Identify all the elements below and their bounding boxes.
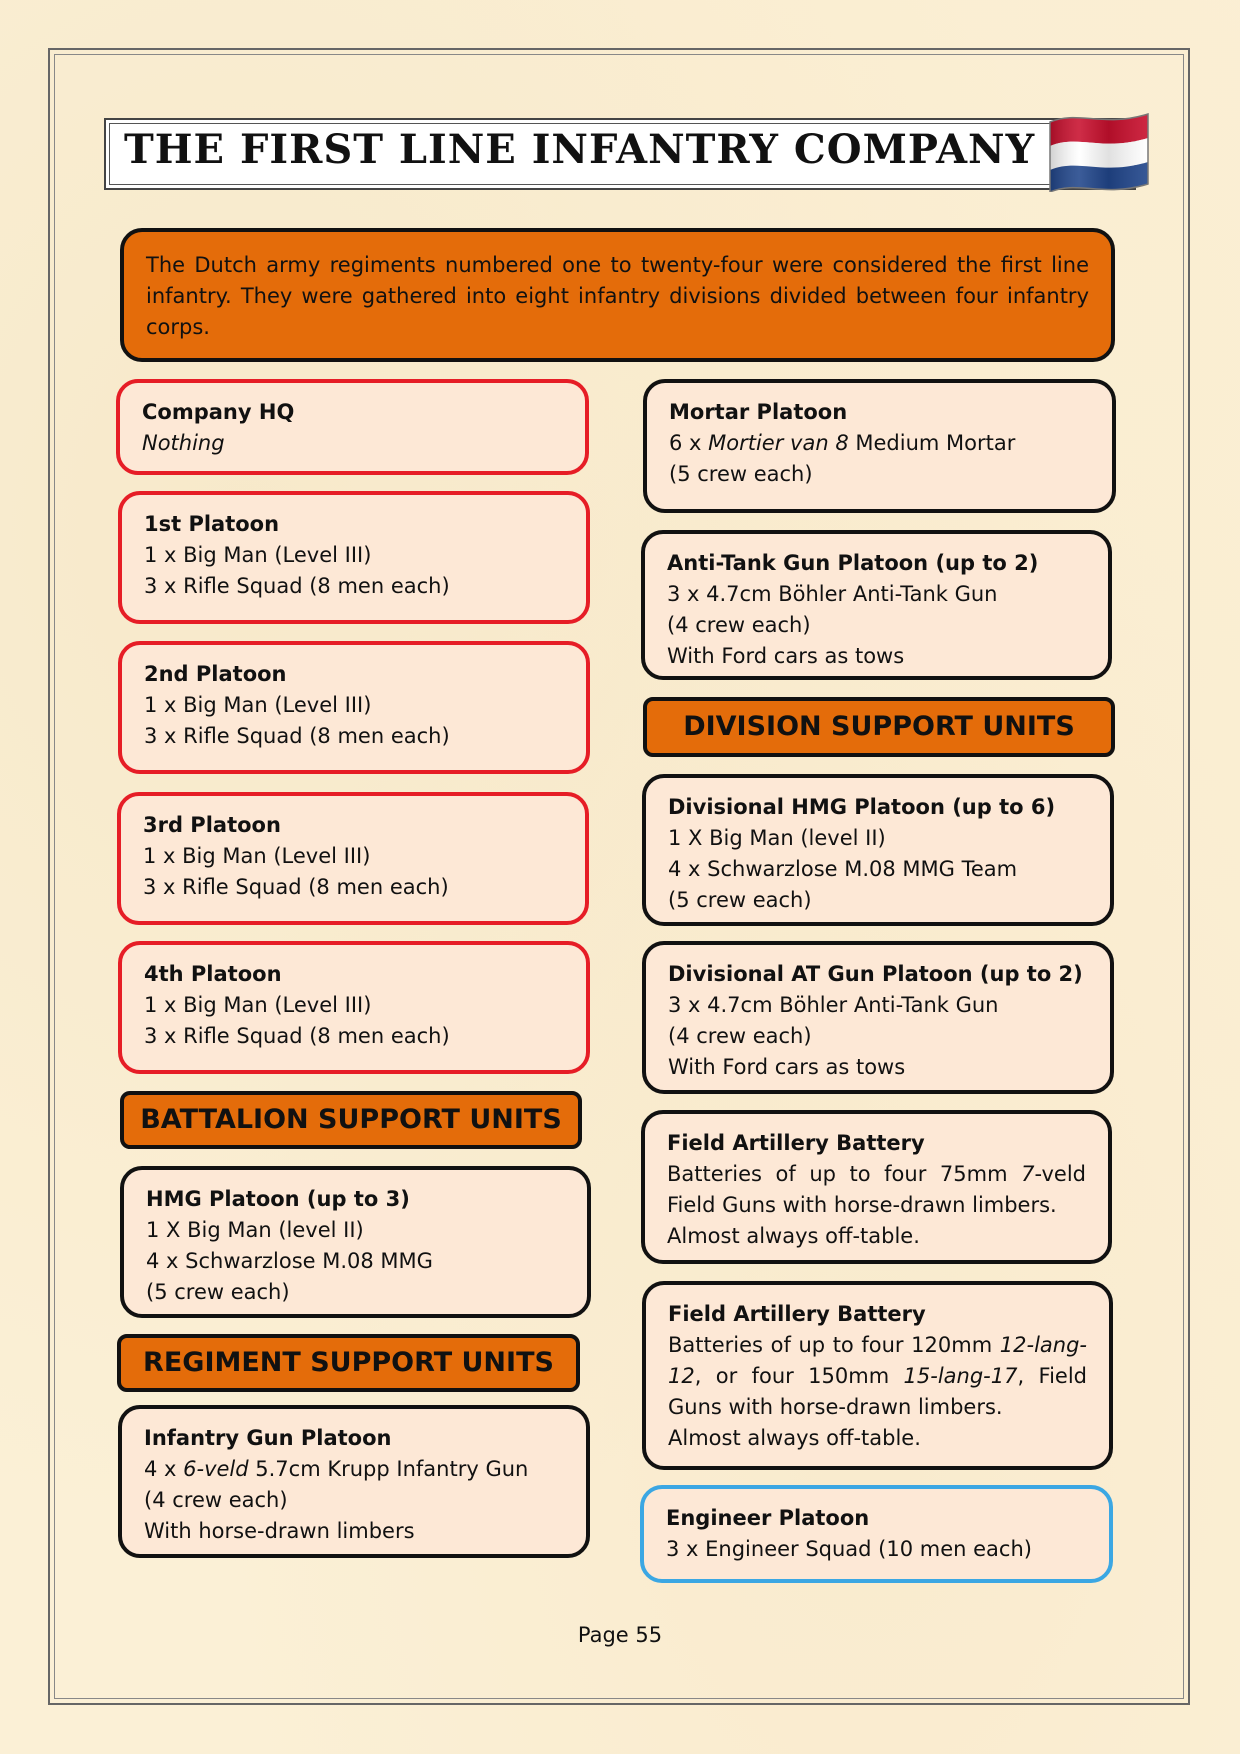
anti-tank-line-2: (4 crew each) [667,613,811,637]
platoon-2-line-2: 3 x Rifle Squad (8 men each) [144,724,450,748]
div-at-line-1: 3 x 4.7cm Böhler Anti-Tank Gun [668,993,999,1017]
page-number: Page 55 [577,1623,663,1647]
platoon-1-line-1: 1 x Big Man (Level III) [144,543,372,567]
div-hmg-line-2: 4 x Schwarzlose M.08 MMG Team [668,857,1018,881]
intro-text: The Dutch army regiments numbered one to twenty-four were considered the first line infantry. They were gathered into eight infantry divisions divided between four infantry corps. [120,228,1115,362]
division-support-banner: DIVISION SUPPORT UNITS [643,697,1115,757]
page-title: THE FIRST LINE INFANTRY COMPANY [124,126,1036,173]
div-hmg-line-3: (5 crew each) [668,888,812,912]
div-at-platoon-box [642,941,1114,1094]
platoon-1-box [118,491,590,624]
div-at-line-2: (4 crew each) [668,1024,812,1048]
mortar-platoon-box [643,379,1116,513]
hmg-platoon-line-1: 1 X Big Man (level II) [146,1218,364,1242]
platoon-1-title: 1st Platoon [144,512,280,536]
company-hq-box [116,379,589,475]
platoon-3-box [117,792,589,925]
anti-tank-platoon-box [641,530,1112,680]
div-hmg-title: Divisional HMG Platoon (up to 6) [668,795,1056,819]
company-hq-detail: Nothing [142,431,225,455]
infantry-gun-title: Infantry Gun Platoon [144,1426,392,1450]
hmg-platoon-title: HMG Platoon (up to 3) [146,1187,410,1211]
engineer-platoon-box [640,1485,1113,1583]
div-at-title: Divisional AT Gun Platoon (up to 2) [668,962,1083,986]
div-hmg-platoon-box [642,774,1114,926]
platoon-4-title: 4th Platoon [144,962,282,986]
anti-tank-title: Anti-Tank Gun Platoon (up to 2) [667,551,1039,575]
field-artillery-1-title: Field Artillery Battery [667,1131,925,1155]
anti-tank-line-1: 3 x 4.7cm Böhler Anti-Tank Gun [667,582,998,606]
hmg-platoon-box [120,1166,591,1318]
engineer-line-1: 3 x Engineer Squad (10 men each) [666,1537,1032,1561]
platoon-3-line-1: 1 x Big Man (Level III) [143,844,371,868]
hmg-platoon-line-2: 4 x Schwarzlose M.08 MMG [146,1249,433,1273]
field-artillery-2-text: Batteries of up to four 120mm 12-lang-12, or four 150mm 15-lang-17, Field Guns with horse-drawn limbers. [668,1333,1087,1419]
platoon-2-title: 2nd Platoon [144,662,287,686]
platoon-2-line-1: 1 x Big Man (Level III) [144,693,372,717]
regiment-support-banner: REGIMENT SUPPORT UNITS [117,1334,580,1392]
div-hmg-line-1: 1 X Big Man (level II) [668,826,886,850]
field-artillery-1-text: Batteries of up to four 75mm 7-veld Field Guns with horse-drawn limbers. [667,1162,1086,1217]
infantry-gun-line-2: (4 crew each) [144,1488,288,1512]
infantry-gun-line-3: With horse-drawn limbers [144,1519,415,1543]
platoon-4-line-1: 1 x Big Man (Level III) [144,993,372,1017]
platoon-1-line-2: 3 x Rifle Squad (8 men each) [144,574,450,598]
div-at-line-3: With Ford cars as tows [668,1055,906,1079]
infantry-gun-platoon-box [118,1405,590,1558]
platoon-3-title: 3rd Platoon [143,813,281,837]
field-artillery-2-line-2: Almost always off-table. [668,1426,921,1450]
mortar-platoon-line-2: (5 crew each) [669,462,813,486]
field-artillery-2-box [642,1281,1113,1470]
field-artillery-1-line-2: Almost always off-table. [667,1224,920,1248]
title-banner [104,118,1136,190]
netherlands-flag-icon [1048,108,1150,192]
company-hq-title: Company HQ [142,400,295,424]
battalion-support-banner: BATTALION SUPPORT UNITS [120,1091,582,1149]
infantry-gun-line-1: 4 x 6-veld 5.7cm Krupp Infantry Gun [144,1457,529,1481]
platoon-4-line-2: 3 x Rifle Squad (8 men each) [144,1024,450,1048]
mortar-platoon-title: Mortar Platoon [669,400,848,424]
field-artillery-2-title: Field Artillery Battery [668,1302,926,1326]
platoon-3-line-2: 3 x Rifle Squad (8 men each) [143,875,449,899]
field-artillery-1-box [641,1110,1112,1264]
platoon-4-box [118,941,590,1074]
engineer-title: Engineer Platoon [666,1506,870,1530]
platoon-2-box [118,641,590,774]
hmg-platoon-line-3: (5 crew each) [146,1280,290,1304]
anti-tank-line-3: With Ford cars as tows [667,644,905,668]
mortar-platoon-line-1: 6 x Mortier van 8 Medium Mortar [669,431,1016,455]
